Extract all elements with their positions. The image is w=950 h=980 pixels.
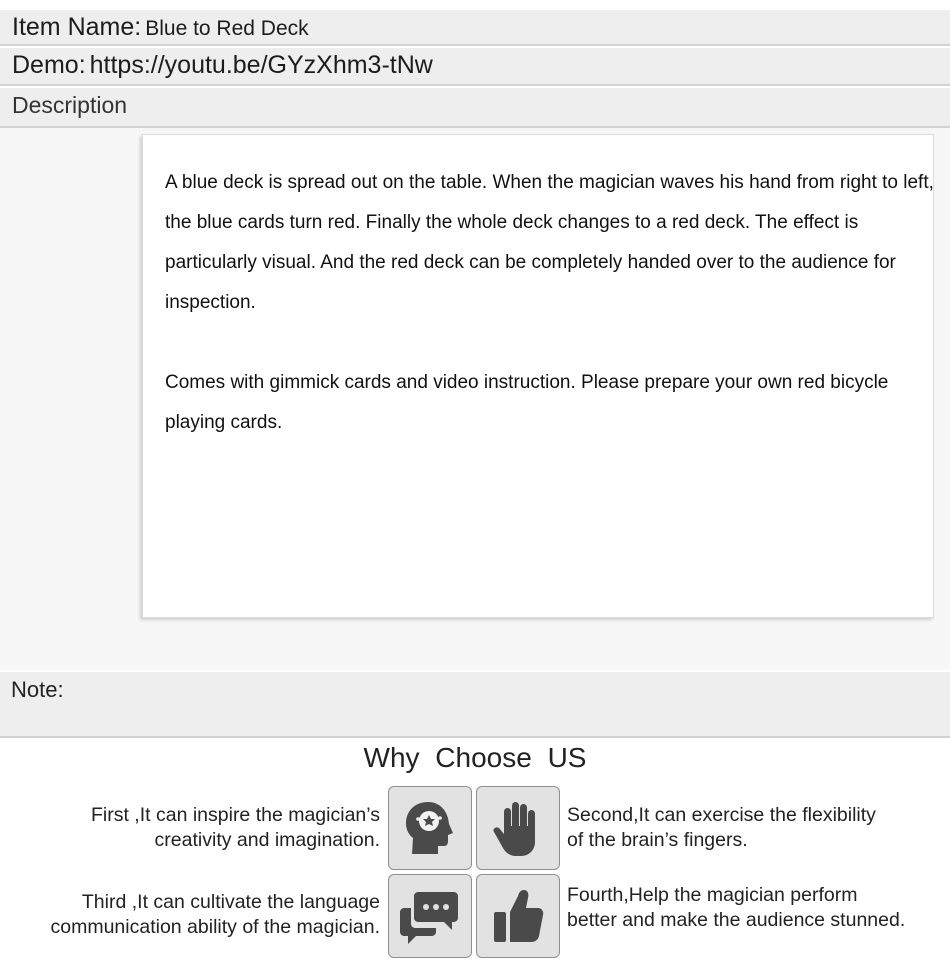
demo-colon: :: [78, 51, 86, 79]
reason-second: [567, 803, 876, 853]
demo-label: Demo: [12, 51, 79, 79]
brain-icon: [398, 796, 462, 860]
note-label: Note:: [11, 677, 64, 702]
chat-bubbles-icon: [398, 884, 462, 948]
reason-third: [51, 890, 381, 940]
demo-bar: [0, 48, 950, 86]
hand-icon-tile: [476, 786, 560, 870]
demo-link[interactable]: https://youtu.be/GYzXhm3-tNw: [89, 51, 433, 79]
chat-bubbles-icon-tile: [388, 874, 472, 958]
reason-first-line-1: First ,It can inspire the magician’s: [90, 804, 380, 826]
thumbs-up-icon-tile: [476, 874, 560, 958]
reason-second-line-2: of the brain’s fingers.: [567, 829, 748, 851]
reason-third-line-2: communication ability of the magician.: [50, 916, 380, 938]
description-heading: Description: [12, 92, 128, 118]
item-name-colon: :: [134, 13, 142, 41]
reason-fourth-line-2: better and make the audience stunned.: [567, 909, 906, 931]
thumbs-up-icon: [488, 884, 548, 948]
reason-third-line-1: Third ,It can cultivate the language: [81, 891, 380, 913]
note-bar: [0, 672, 950, 738]
description-area: [0, 128, 950, 670]
description-paragraph-2: Comes with gimmick cards and video instruction. Please prepare your own red bicycle playing cards.: [165, 372, 889, 433]
description-paragraph-1: A blue deck is spread out on the table. When the magician waves his hand from right to left, the blue cards turn red. Finally the whole deck changes to a red deck. The effect is particularly visual. And the red deck can be completely handed over to the audience for inspection.: [165, 172, 934, 313]
description-bar: [0, 88, 950, 128]
reason-fourth-line-1: Fourth,Help the magician perform: [567, 884, 858, 906]
description-card: [142, 134, 934, 618]
why-choose-us-title: Why Choose US: [363, 742, 587, 773]
brain-icon-tile: [388, 786, 472, 870]
hand-icon: [488, 796, 548, 860]
reason-first: [91, 803, 380, 853]
reason-fourth: [567, 883, 905, 933]
reason-first-line-2: creativity and imagination.: [154, 829, 380, 851]
item-name-bar: [0, 10, 950, 46]
reason-second-line-1: Second,It can exercise the flexibility: [567, 804, 876, 826]
item-name-value: Blue to Red Deck: [145, 17, 309, 40]
item-name-label: Item Name: [12, 13, 135, 41]
